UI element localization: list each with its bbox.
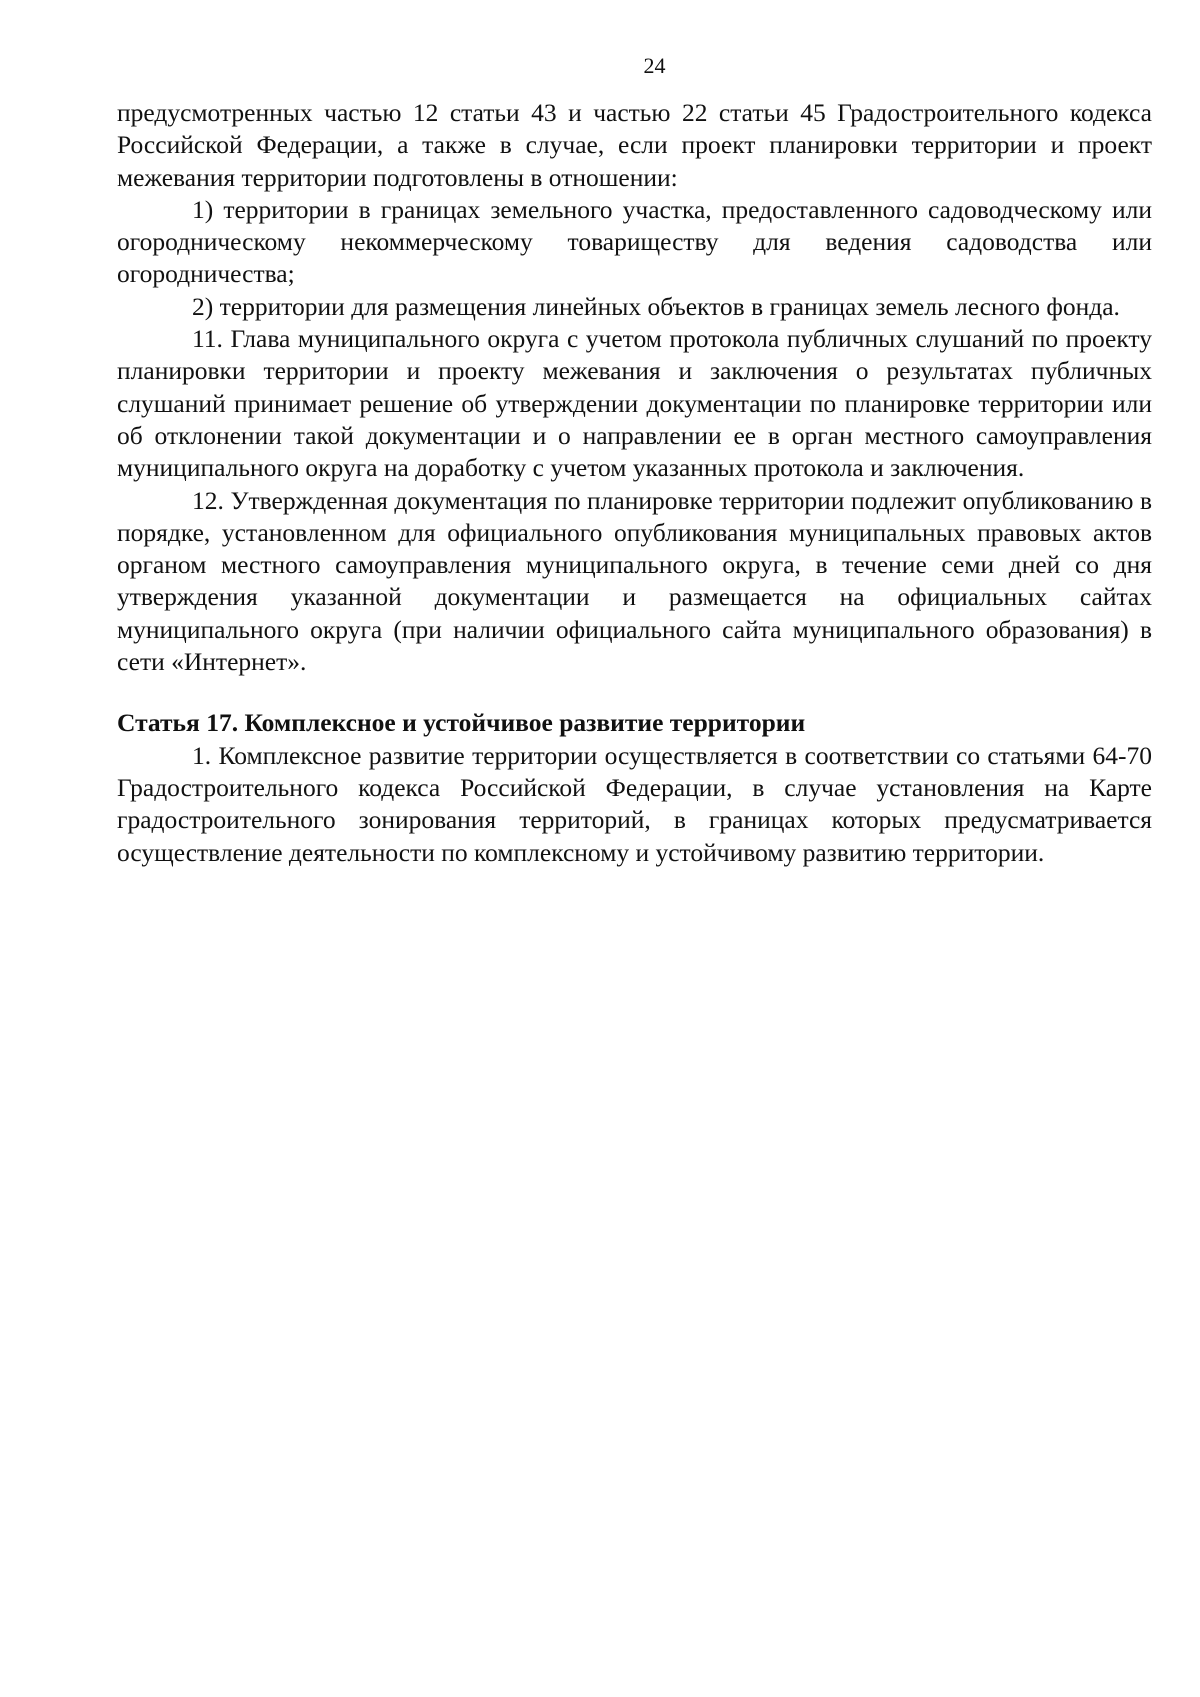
list-item-2: 2) территории для размещения линейных объектов в границах земель лесного фонда. [192,291,1120,321]
document-page [117,52,1152,869]
clause-12: 12. Утвержденная документация по планировке территории подлежит опубликованию в порядке, установленном для официального опубликования муниципальных правовых актов органом местного самоуправления муниципального округа, в течение семи дней со дня утверждения указанной документации и размещается на официальных сайтах муниципального округа (при наличии официального сайта муниципального образования) в сети «Интернет». [117,485,1152,677]
article-17-clause-1: 1. Комплексное развитие территории осуществляется в соответствии со статьями 64-70 Градостроительного кодекса Российской Федерации, в случае установления на Карте градостроительного зонирования территорий, в границах которых предусматривается осуществление деятельности по комплексному и устойчивому развитию территории. [117,740,1152,867]
page-number: 24 [643,53,666,78]
list-item-1: 1) территории в границах земельного участка, предоставленного садоводческому или огородническому некоммерческому товариществу для ведения садоводства или огородничества; [117,194,1152,289]
clause-11: 11. Глава муниципального округа с учетом протокола публичных слушаний по проекту планировки территории и проекту межевания и заключения о результатах публичных слушаний принимает решение об утверждении документации по планировке территории или об отклонении такой документации и о направлении ее в орган местного самоуправления муниципального округа на доработку с учетом указанных протокола и заключения. [117,324,1152,483]
article-17-heading: Статья 17. Комплексное и устойчивое развитие территории [117,708,806,738]
paragraph-continuation: предусмотренных частью 12 статьи 43 и частью 22 статьи 45 Градостроительного кодекса Российской Федерации, а также в случае, если проект планировки территории и проект межевания территории подготовлены в отношении: [117,98,1152,192]
